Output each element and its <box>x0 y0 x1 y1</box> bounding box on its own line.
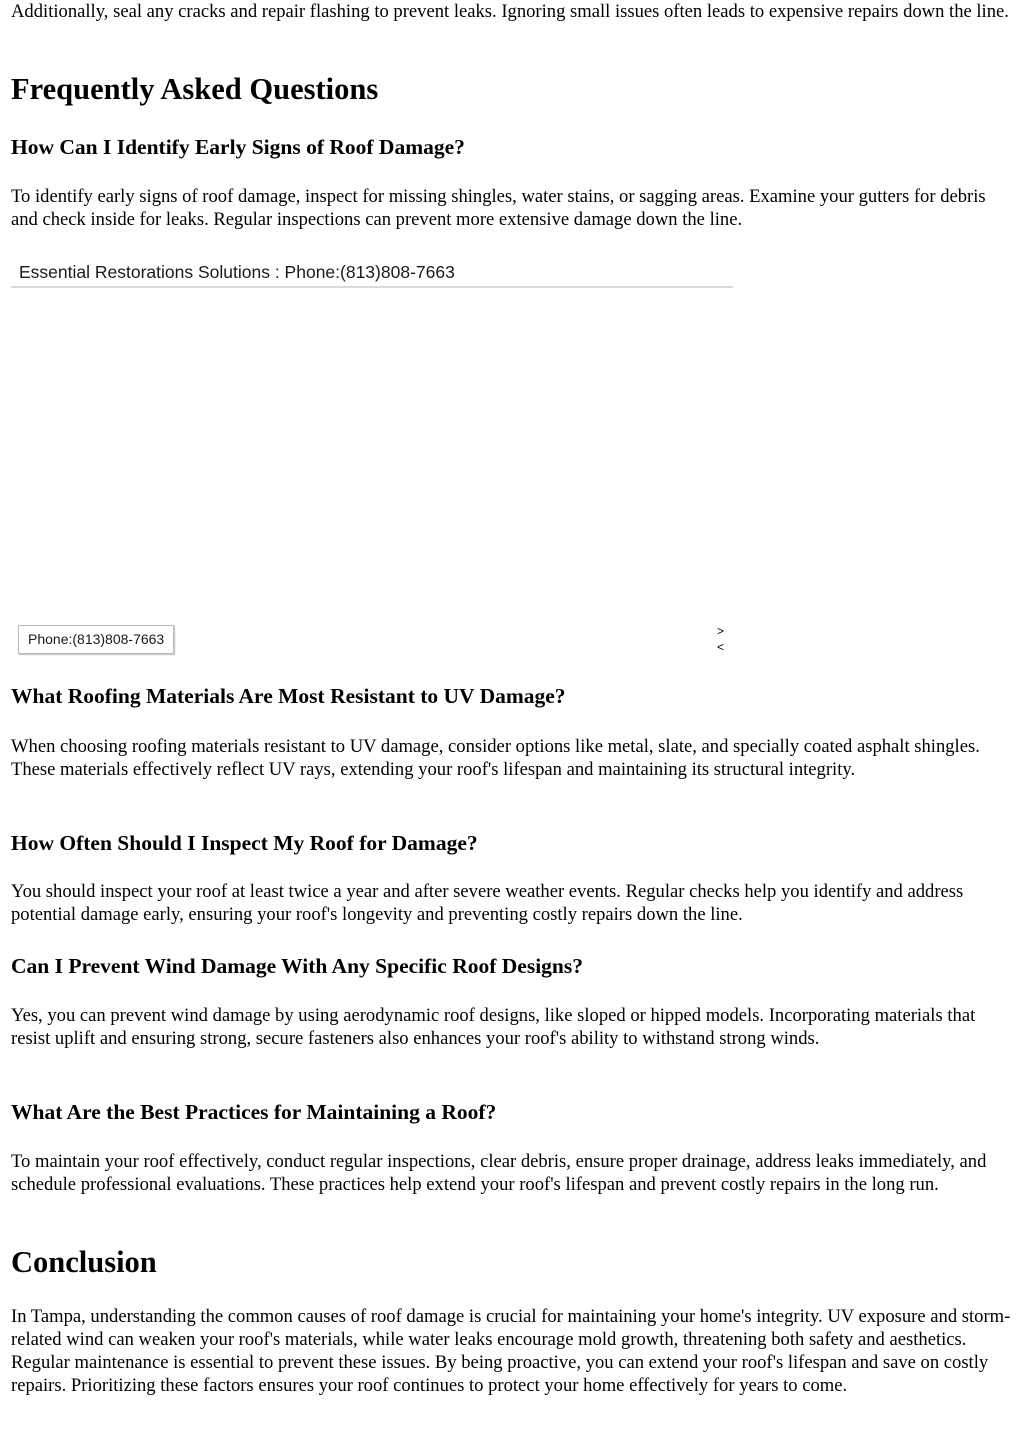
map-header <box>11 257 733 288</box>
prev-arrow-icon[interactable]: < <box>717 640 725 654</box>
faq-question-4: Can I Prevent Wind Damage With Any Specific Roof Designs? <box>11 954 583 978</box>
map-canvas[interactable] <box>11 290 733 620</box>
map-title: Essential Restorations Solutions : Phone:(813)808-7663 <box>19 262 455 282</box>
faq-question-5: What Are the Best Practices for Maintaining a Roof? <box>11 1100 497 1124</box>
conclusion-paragraph: In Tampa, understanding the common causes of roof damage is crucial for maintaining your home's integrity. UV exposure and storm-related wind can weaken your roof's materials, while water leaks encourage mold growth, threatening both safety and aesthetics. Regular maintenance is essential to prevent these issues. By being proactive, you can extend your roof's lifespan and save on costly repairs. Prioritizing these factors ensures your roof continues to protect your home effectively for years to come. <box>11 1306 1011 1396</box>
map-embed[interactable] <box>11 257 733 657</box>
faq-answer-2: When choosing roofing materials resistant to UV damage, consider options like metal, slate, and specially coated asphalt shingles. These materials effectively reflect UV rays, extending your roof's lifespan and maintaining its structural integrity. <box>11 736 980 780</box>
faq-question-3: How Often Should I Inspect My Roof for Damage? <box>11 831 478 855</box>
faq-question-1: How Can I Identify Early Signs of Roof Damage? <box>11 135 465 159</box>
conclusion-heading: Conclusion <box>11 1245 157 1279</box>
intro-tail-paragraph: Additionally, seal any cracks and repair flashing to prevent leaks. Ignoring small issues often leads to expensive repairs down the line. <box>11 1 1009 22</box>
faq-answer-4: Yes, you can prevent wind damage by using aerodynamic roof designs, like sloped or hipped models. Incorporating materials that resist uplift and ensuring strong, secure fasteners also enhances your roof's ability to withstand strong winds. <box>11 1005 976 1049</box>
faq-answer-3: You should inspect your roof at least twice a year and after severe weather events. Regular checks help you identify and address potential damage early, ensuring your roof's longevity and preventing costly repairs down the line. <box>11 881 964 925</box>
next-arrow-icon[interactable]: > <box>717 624 725 638</box>
faq-question-2: What Roofing Materials Are Most Resistant to UV Damage? <box>11 684 566 708</box>
faq-answer-1: To identify early signs of roof damage, inspect for missing shingles, water stains, or sagging areas. Examine your gutters for debris and check inside for leaks. Regular inspections can prevent more extensive damage down the line. <box>11 186 986 230</box>
faq-answer-5: To maintain your roof effectively, conduct regular inspections, clear debris, ensure proper drainage, address leaks immediately, and schedule professional evaluations. These practices help extend your roof's lifespan and prevent costly repairs in the long run. <box>11 1151 987 1195</box>
map-phone-label[interactable]: Phone:(813)808-7663 <box>18 625 174 654</box>
faq-heading: Frequently Asked Questions <box>11 72 379 106</box>
